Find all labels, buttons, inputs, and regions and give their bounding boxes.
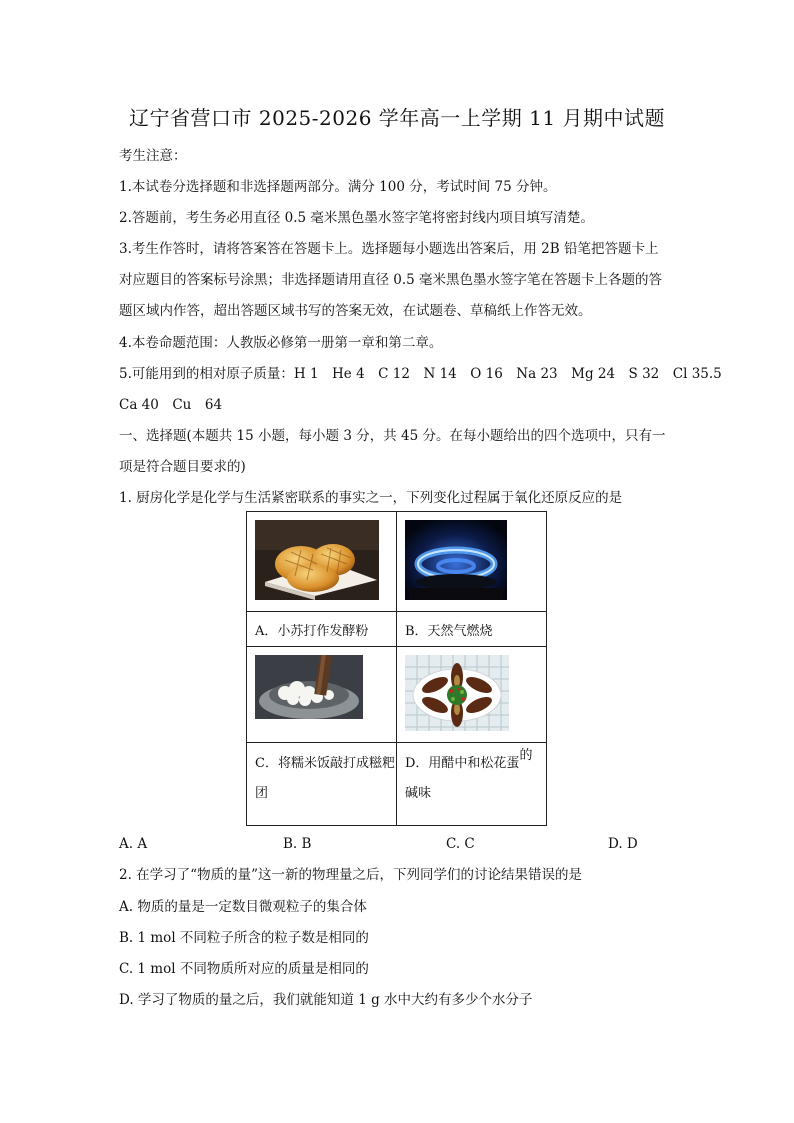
- notice-line: 对应题目的答案标号涂黑；非选择题请用直径 0.5 毫米黑色墨水签字笔在答题卡上各题的答: [119, 272, 663, 288]
- question-1-answer-d: D. D: [608, 836, 638, 852]
- notice-heading: 考生注意：: [119, 148, 187, 164]
- section-heading: 一、选择题(本题共 15 小题，每小题 3 分，共 45 分。在每小题给出的四个选项中，只有一: [119, 428, 666, 444]
- question-1-answer-a: A. A: [119, 836, 148, 852]
- option-d-label-raised: 的: [519, 748, 533, 763]
- option-d-label: D．用醋中和松花蛋: [405, 756, 520, 771]
- section-heading: 项是符合题目要求的): [119, 459, 246, 475]
- rice-pounding-image: [255, 655, 396, 730]
- option-c-image-cell: [247, 647, 397, 743]
- gas-flame-image: [405, 520, 546, 611]
- question-2-stem: 2. 在学习了“物质的量”这一新的物理量之后，下列同学们的讨论结果错误的是: [119, 867, 582, 883]
- notice-line: 5.可能用到的相对原子质量：H 1 He 4 C 12 N 14 O 16 Na 23 Mg 24 S 32 Cl 35.5: [119, 366, 722, 382]
- question-2-option-b: B. 1 mol 不同粒子所含的粒子数是相同的: [119, 930, 369, 946]
- notice-line: Ca 40 Cu 64: [119, 397, 223, 413]
- preserved-egg-image: [405, 655, 546, 742]
- page-title: 辽宁省营口市 2025-2026 学年高一上学期 11 月期中试题: [129, 106, 665, 130]
- pineapple-bun-image: [255, 520, 396, 611]
- question-2-option-c: C. 1 mol 不同物质所对应的质量是相同的: [119, 961, 369, 977]
- option-a-label: A．小苏打作发酵粉: [247, 612, 397, 647]
- question-1-stem: 1. 厨房化学是化学与生活紧密联系的事实之一，下列变化过程属于氧化还原反应的是: [119, 490, 623, 506]
- question-1-answer-c: C. C: [446, 836, 475, 852]
- question-2-option-d: D. 学习了物质的量之后，我们就能知道 1 g 水中大约有多少个水分子: [119, 992, 533, 1008]
- option-a-image-cell: [247, 512, 397, 612]
- notice-line: 3.考生作答时，请将答案答在答题卡上。选择题每小题选出答案后，用 2B 铅笔把答题卡上: [119, 241, 659, 257]
- option-d-label-cell: [397, 743, 547, 826]
- option-b-image-cell: [397, 512, 547, 612]
- option-d-label-tail: 碱味: [405, 786, 432, 801]
- question-1-option-table: [246, 511, 547, 826]
- option-d-image-cell: [397, 647, 547, 743]
- notice-line: 4.本卷命题范围：人教版必修第一册第一章和第二章。: [119, 335, 443, 351]
- option-c-label: C．将糯米饭敲打成糍粑团: [247, 743, 397, 826]
- notice-line: 2.答题前，考生务必用直径 0.5 毫米黑色墨水签字笔将密封线内项目填写清楚。: [119, 210, 594, 226]
- question-2-option-a: A. 物质的量是一定数目微观粒子的集合体: [119, 899, 367, 915]
- notice-line: 题区域内作答，超出答题区域书写的答案无效，在试题卷、草稿纸上作答无效。: [119, 303, 592, 319]
- question-1-answer-b: B. B: [283, 836, 312, 852]
- option-b-label: B．天然气燃烧: [397, 612, 547, 647]
- notice-line: 1.本试卷分选择题和非选择题两部分。满分 100 分，考试时间 75 分钟。: [119, 179, 557, 195]
